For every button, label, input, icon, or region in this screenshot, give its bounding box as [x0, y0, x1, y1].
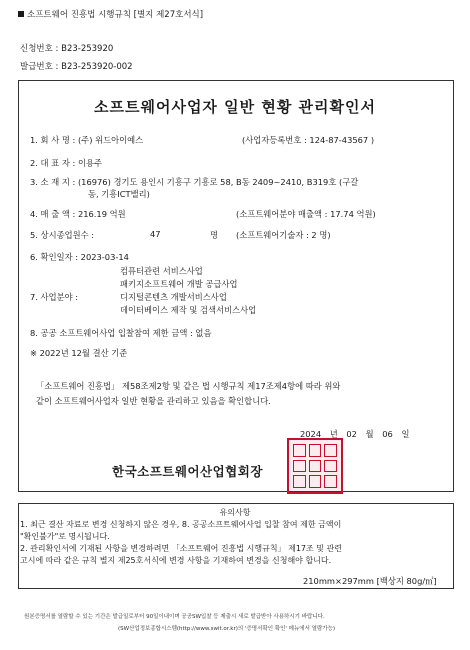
- form-label: [18, 8, 203, 20]
- address-line-1: 3. 소 재 지 : (16976) 경기도 용인시 기흥구 기흥로 58, B동 2409~2410, B319호 (구갈: [30, 177, 359, 187]
- settlement-basis: ※ 2022년 12월 결산 기준: [30, 348, 128, 358]
- business-field-3: 디지털콘텐츠 개발서비스사업: [120, 292, 227, 302]
- confirm-date: 6. 확인일자 : 2023-03-14: [30, 252, 129, 262]
- business-registration-number: (사업자등록번호 : 124-87-43567 ): [242, 135, 375, 145]
- paper-spec: 210mm×297mm [백상지 80g/㎡]: [303, 576, 437, 586]
- business-field-4: 데이터베이스 제작 및 검색서비스사업: [120, 305, 257, 315]
- employees-unit: 명: [210, 230, 219, 240]
- employees-value: 47: [150, 229, 161, 239]
- square-bullet-icon: [18, 11, 24, 17]
- note-line-1: 1. 최근 결산 자료로 변경 신청하지 않은 경우, 8. 공공소프트웨어사업 입찰 참여 제한 금액이: [20, 520, 342, 529]
- company-name: 1. 회 사 명 : (주) 위드아이예스: [30, 135, 144, 145]
- address-line-2: 동, 기흥ICT밸리): [88, 189, 150, 199]
- official-seal: [287, 438, 343, 494]
- note-line-3: 2. 관리확인서에 기재된 사항을 변경하려면 「소프트웨어 진흥법 시행규칙」 제17조 및 관련: [20, 544, 342, 553]
- statement-line-1: 「소프트웨어 진흥법」 제58조제2항 및 같은 법 시행규칙 제17조제4항에 따라 위와: [36, 381, 341, 391]
- ceo-name: 2. 대 표 자 : 이용주: [30, 158, 102, 168]
- footer-note-1: 원본증명서를 열람할 수 있는 기간은 발급일로부터 90일이내이며 공공SW입찰 등 제출시 새로 발급받아 사용하시기 바랍니다.: [24, 614, 325, 620]
- note-line-2: "확인불가"로 명시됩니다.: [20, 532, 110, 541]
- issue-date: 2024 년 02 월 06 일: [300, 429, 410, 439]
- business-field-1: 컴퓨터관련 서비스사업: [120, 266, 203, 276]
- sw-engineers: (소프트웨어기술자 : 2 명): [236, 230, 331, 240]
- application-number: 신청번호 : B23-253920: [20, 44, 114, 54]
- statement-line-2: 같이 소프트웨어사업자 일반 현황을 관리하고 있음을 확인합니다.: [36, 396, 271, 406]
- notes-title: 유의사항: [219, 508, 251, 517]
- seal-pattern: [293, 444, 337, 488]
- footer-note-2: (SW산업정보종합시스템(http://www.swit.or.kr)의 '증명서확인 확인' 메뉴에서 열람가능): [118, 626, 336, 632]
- document-title: 소프트웨어사업자 일반 현황 관리확인서: [94, 98, 376, 116]
- issuer-name: 한국소프트웨어산업협회장: [112, 464, 263, 479]
- business-field-label: 7. 사업분야 :: [30, 292, 79, 302]
- form-label-text: 소프트웨어 진흥법 시행규칙 [별지 제27호서식]: [27, 10, 204, 20]
- business-field-2: 패키지소프트웨어 개발 공급사업: [120, 279, 238, 289]
- bid-limit: 8. 공공 소프트웨어사업 입찰참여 제한 금액 : 없음: [30, 328, 212, 338]
- revenue: 4. 매 출 액 : 216.19 억원: [30, 209, 126, 219]
- sw-revenue: (소프트웨어분야 매출액 : 17.74 억원): [236, 209, 376, 219]
- note-line-4: 고시에 따라 같은 규칙 별지 제25호서식에 변경 사항을 기재하여 변경을 신청해야 합니다.: [20, 556, 332, 565]
- employees-label: 5. 상시종업원수 :: [30, 230, 95, 240]
- issue-number: 발급번호 : B23-253920-002: [20, 62, 133, 72]
